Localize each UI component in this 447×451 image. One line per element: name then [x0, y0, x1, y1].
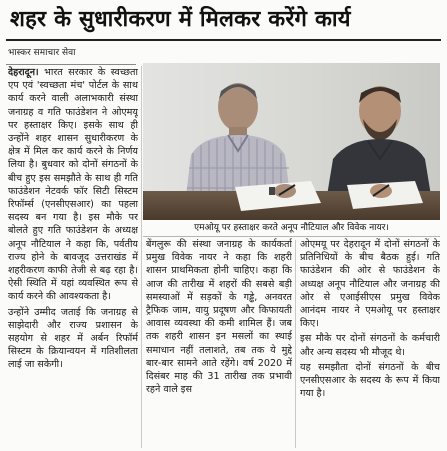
paragraph-text: भारत सरकार के स्वच्छता एप एवं 'स्वच्छता मंच' पोर्टल के साथ कार्य करने वाली अलाभकारी संस्था जनाग्रह व गति फाउंडेशन ने ओएमयू पर हस्ताक्षर किए। इसके साथ ही उन्होंने शहर शासन सुधारीकरण के क्षेत्र में मिल कर कार्य करने के निर्णय लिया है। बुधवार को दोनों संगठनों के बीच हुए इस समझौते के साथ ही गति फाउंडेशन नेटवर्क फॉर सिटी सिस्टम रिफॉर्म्स (एनसीएसआर) का पहला सदस्य बन गया है। इस मौके पर बोलते हुए गति फाउंडेशन के अध्यक्ष अनूप नौटियाल ने कहा कि, पर्वतीय राज्य होने के बावजूद उत्तराखंड में शहरीकरण काफी तेजी से बढ़ रहा है। ऐसी स्थिति में यहां व्यवस्थित रूप से कार्य करने की आवश्यकता है।: [8, 67, 138, 303]
article-column-right: [300, 238, 440, 448]
photo-caption: एमओयू पर हस्ताक्षर करते अनूप नौटियाल और विवेक नायर।: [143, 220, 440, 237]
paragraph-left-1: [8, 66, 138, 304]
paragraph-right-3: यह समझौता दोनों संगठनों के बीच एनसीएसआर के सदस्य के रूप में किया गया है।: [300, 361, 440, 400]
headline: शहर के सुधारीकरण में मिलकर करेंगे कार्य: [10, 7, 351, 32]
paragraph-left-2: उन्होंने उम्मीद जताई कि जनाग्रह से साझेदारी और राज्य प्रशासन के सहयोग से शहर में अर्बन रिफॉर्म सिस्टम के क्रियान्वयन में गतिशीलता लाई जा सकेगी।: [8, 306, 138, 371]
paragraph-right-1: ओएमयू पर देहरादून में दोनों संगठनों के प्रतिनिधियों के बीच बैठक हुई। गति फाउंडेशन की ओर से फाउंडेशन के अध्यक्ष अनूप नौटियाल और जनाग्रह की ओर से एआईसीएस प्रमुख विवेक आनंदम नायर ने एमओयू पर हस्ताक्षर किए।: [300, 239, 440, 330]
article-photo: [143, 63, 440, 220]
article-column-middle: [146, 238, 292, 448]
mou-signing-photo: [143, 63, 440, 220]
article-column-left: [8, 66, 138, 448]
headline-rule: [6, 39, 441, 41]
column-divider: [141, 66, 142, 448]
paragraph-middle-1: बेंगलुरू की संस्था जनाग्रह के कार्यकर्ता प्रमुख विवेक नायर ने कहा कि शहरी शासन प्राथमिकता होनी चाहिए। कहा कि आज की तारीख में शहरों की सबसे बड़ी समस्याओं में सड़कों के गड्ढे, अनवरत ट्रैफिक जाम, वायु प्रदूषण और किफायती आवास व्यवस्था की कमी शामिल हैं। जब तक शहरी शासन इन मसलों का स्थाई समाधान नहीं तलाशते, तब तक ये मुद्दे बार-बार सामने आते रहेंगे। वर्ष 2020 में दिसंबर माह की 31 तारीख तक प्रभावी रहने वाले इस: [146, 239, 292, 396]
dateline: देहरादून।: [8, 67, 39, 78]
paragraph-right-2: इस मौके पर दोनों संगठनों के कर्मचारी और अन्य सदस्य भी मौजूद थे।: [300, 333, 440, 358]
column-divider: [295, 240, 296, 448]
byline: भास्कर समाचार सेवा: [8, 48, 76, 58]
byline-rule: [6, 64, 136, 65]
